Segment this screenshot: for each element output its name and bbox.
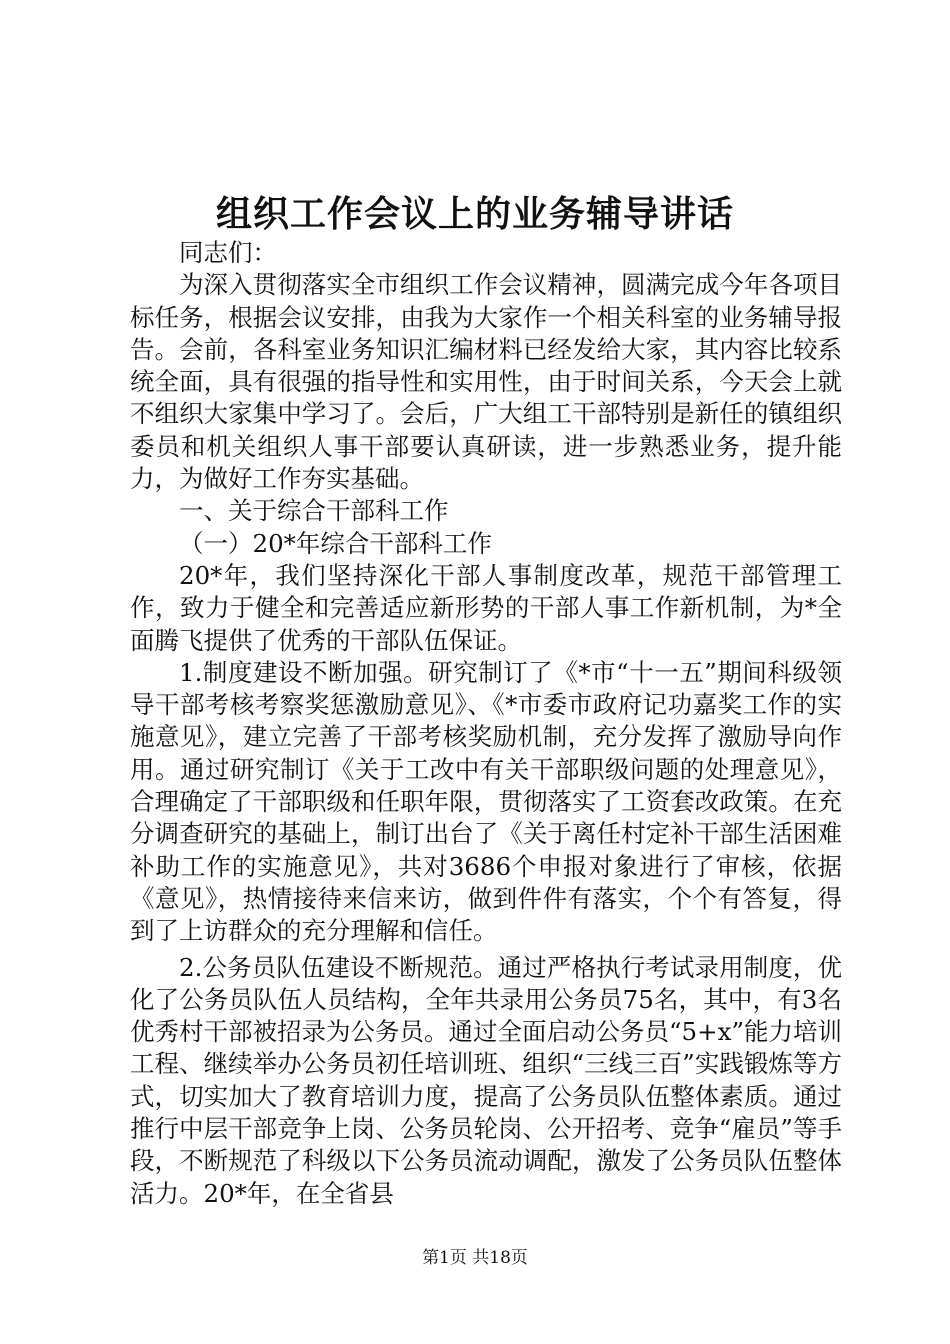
item-2-paragraph: 2.公务员队伍建设不断规范。通过严格执行考试录用制度，优化了公务员队伍人员结构，全年共录用公务员75名，其中，有3名优秀村干部被招录为公务员。通过全面启动公务员“5+x”能力培训工程、继续举办公务员初任培训班、组织“三线三百”实践锻炼等方式，切实加大了教育培训力度，提高了公务员队伍整体素质。通过推行中层干部竞争上岗、公务员轮岗、公开招考、竞争“雇员”等手段，不断规范了科级以下公务员流动调配，激发了公务员队伍整体活力。20*年，在全省县 xyxy=(130,952,842,1208)
item-1-paragraph: 1.制度建设不断加强。研究制订了《*市“十一五”期间科级领导干部考核考察奖惩激励意见》、《*市委市政府记功嘉奖工作的实施意见》，建立完善了干部考核奖励机制，充分发挥了激励导向作用。通过研究制订《关于工改中有关干部职级问题的处理意见》，合理确定了干部职级和任职年限，贯彻落实了工资套改政策。在充分调查研究的基础上，制订出台了《关于离任村定补干部生活困难补助工作的实施意见》，共对3686个申报对象进行了审核，依据《意见》，热情接待来信来访，做到件件有落实，个个有答复，得到了上访群众的充分理解和信任。 xyxy=(130,657,842,946)
section-heading: 一、关于综合干部科工作 xyxy=(179,496,449,526)
intro-paragraph: 为深入贯彻落实全市组织工作会议精神，圆满完成今年各项目标任务，根据会议安排，由我为大家作一个相关科室的业务辅导报告。会前，各科室业务知识汇编材料已经发给大家，其内容比较系统全面，具有很强的指导性和实用性，由于时间关系，今天会上就不组织大家集中学习了。会后，广大组工干部特别是新任的镇组织委员和机关组织人事干部要认真研读，进一步熟悉业务，提升能力，为做好工作夯实基础。 xyxy=(130,270,842,494)
summary-paragraph: 20*年，我们坚持深化干部人事制度改革，规范干部管理工作，致力于健全和完善适应新形势的干部人事工作新机制，为*全面腾飞提供了优秀的干部队伍保证。 xyxy=(130,560,842,655)
subsection-heading: （一）20*年综合干部科工作 xyxy=(179,528,492,558)
document-title: 组织工作会议上的业务辅导讲话 xyxy=(215,193,734,235)
salutation-paragraph: 同志们： xyxy=(179,238,277,267)
document-body xyxy=(130,237,842,1210)
page-footer: 第1页 共18页 xyxy=(422,1248,528,1268)
